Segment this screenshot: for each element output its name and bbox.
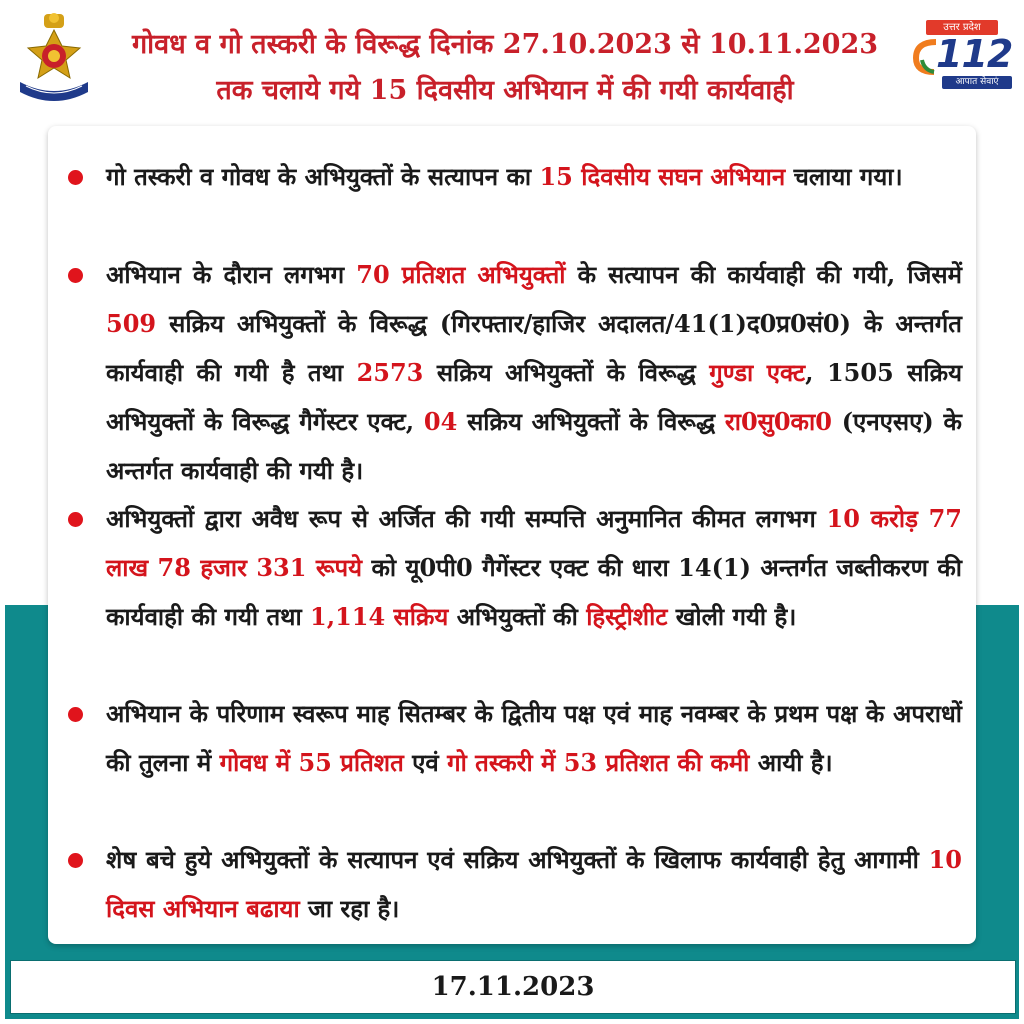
body-text: एवं [403, 748, 448, 777]
bullet-dot-icon [68, 268, 83, 283]
body-text: के सत्यापन की कार्यवाही की गयी, जिसमें [565, 260, 963, 289]
body-text: गो तस्करी व गोवध के अभियुक्तों के सत्यापन का [106, 162, 540, 191]
content-card [48, 126, 976, 944]
bullet-text [106, 689, 962, 787]
footer-date: 17.11.2023 [431, 972, 595, 1002]
body-text: को यू0पी0 गैगेंस्टर एक्ट की धारा 14(1) अन्तर्गत जब्तीकरण की कार्यवाही की गयी तथा [106, 553, 962, 631]
highlight-text: रा0सु0का0 [724, 407, 832, 436]
logo-bottom-label: आपात सेवाएं [942, 76, 1012, 89]
logo-top-label: उत्तर प्रदेश [926, 20, 998, 35]
header-line-2: तक चलाये गये 15 दिवसीय अभियान में की गयी कार्यवाही [216, 75, 794, 106]
highlight-text: 10 करोड़ 77 लाख 78 हजार 331 रूपये [106, 504, 963, 582]
highlight-text: 70 प्रतिशत अभियुक्तों [356, 260, 566, 289]
highlight-text: गुण्डा एक्ट [709, 358, 806, 387]
highlight-text: 1,114 सक्रिय [310, 602, 449, 631]
header-line-1: गोवध व गो तस्करी के विरूद्ध दिनांक 27.10.2023 से 10.11.2023 [131, 29, 879, 60]
body-text: अभियान के दौरान लगभग [106, 260, 357, 289]
body-text: खोली गयी है। [667, 602, 797, 631]
up-police-emblem-icon [14, 12, 94, 108]
highlight-text: 509 [106, 309, 157, 338]
up-112-logo [910, 20, 1014, 92]
body-text: जा रहा है। [299, 894, 400, 923]
body-text: सक्रिय अभियुक्तों के विरूद्ध [423, 358, 710, 387]
bullet-dot-icon [68, 512, 83, 527]
bullet-dot-icon [68, 170, 83, 185]
footer-bar [10, 960, 1016, 1014]
body-text: , 1505 सक्रिय अभियुक्तों के विरूद्ध गैगेंस्टर एक्ट, [106, 358, 962, 436]
body-text: अभियान के परिणाम स्वरूप माह सितम्बर के द्वितीय पक्ष एवं माह नवम्बर के प्रथम पक्ष के अपराधों की तुलना में [106, 699, 962, 777]
body-text: सक्रिय अभियुक्तों के विरूद्ध (गिरफ्तार/हाजिर अदालत/41(1)द0प्र0सं0) के अन्तर्गत कार्यवाही की गयी है तथा [106, 309, 962, 387]
bullet-text [106, 494, 962, 641]
highlight-text: हिस्ट्रीशीट [586, 602, 668, 631]
body-text: चलाया गया। [785, 162, 903, 191]
body-text: (एनएसए) के अन्तर्गत कार्यवाही की गयी है। [106, 407, 962, 485]
body-text: आयी है। [749, 748, 833, 777]
bullet-dot-icon [68, 853, 83, 868]
bullet-dot-icon [68, 707, 83, 722]
body-text: अभियुक्तों की [448, 602, 587, 631]
highlight-text: गोवध में 55 प्रतिशत [219, 748, 404, 777]
bullet-text [106, 835, 962, 933]
highlight-text: 2573 [356, 358, 424, 387]
logo-number: 112 [936, 32, 1013, 76]
highlight-text: 04 [423, 407, 458, 436]
highlight-text: 15 दिवसीय सघन अभियान [539, 162, 786, 191]
highlight-text: गो तस्करी में 53 प्रतिशत की कमी [447, 748, 750, 777]
body-text: शेष बचे हुये अभियुक्तों के सत्यापन एवं सक्रिय अभियुक्तों के खिलाफ कार्यवाही हेतु आगामी [106, 845, 929, 874]
body-text: सक्रिय अभियुक्तों के विरूद्ध [457, 407, 725, 436]
body-text: अभियुक्तों द्वारा अवैध रूप से अर्जित की गयी सम्पत्ति अनुमानित कीमत लगभग [106, 504, 827, 533]
bullet-text [106, 250, 962, 495]
bullet-text [106, 152, 962, 201]
highlight-text: 10 दिवस अभियान बढाया [106, 845, 962, 923]
header-title [100, 22, 910, 114]
